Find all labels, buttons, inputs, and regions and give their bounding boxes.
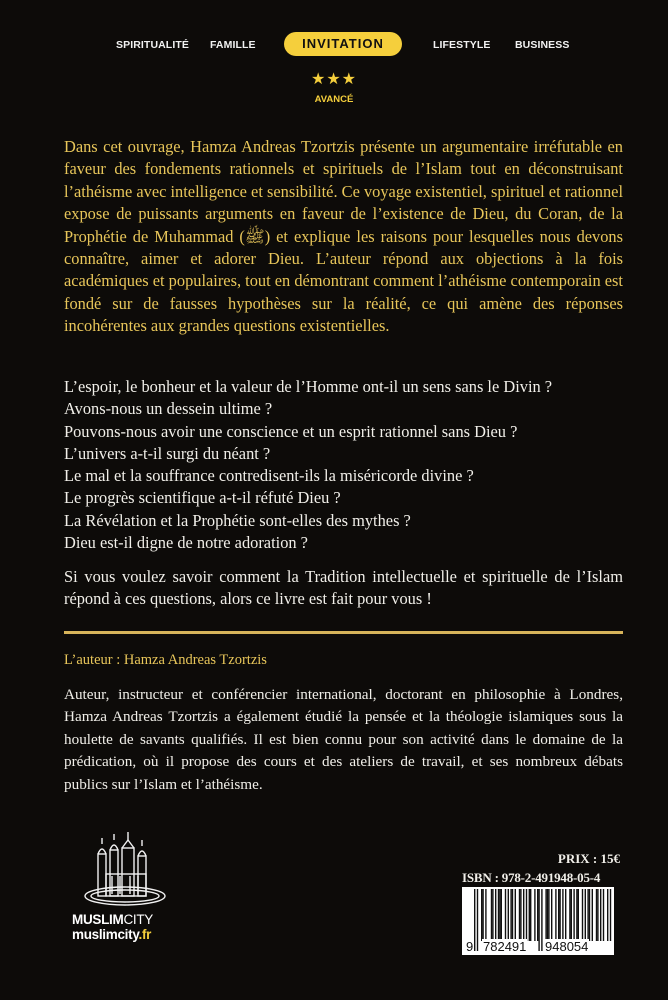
barcode-bar	[576, 889, 577, 941]
barcode-bar	[589, 889, 590, 941]
barcode-bar	[498, 889, 499, 941]
barcode-bar	[477, 889, 478, 951]
intro-paragraph: Dans cet ouvrage, Hamza Andreas Tzortzis présente un argumentaire irréfutable en faveur des fondements rationnels et spirituels de l’Islam tout en déconstruisant l’athéisme avec intelligence et sensibilité. Ce voyage existentiel, spirituel et rationnel expose de puissants arguments en faveur de l’existence de Dieu, du Coran, de la Prophétie de Muhammad (ﷺ) et explique les raisons pour lesquelles nous devons connaître, aimer et adorer Dieu. L’auteur répond aux objections à la fois académiques et populaires, tout en démontrant comment l’athéisme contemporain est fondé sur de fausses hypothèses sur la réalité, ce qui amène des réponses incohérentes aux grandes questions existentielles.	[64, 137, 624, 336]
barcode-bar	[607, 889, 608, 941]
barcode-bar	[505, 889, 506, 941]
barcode-bar	[481, 889, 482, 941]
barcode-bar	[485, 889, 486, 941]
price-label: PRIX : 15€	[557, 851, 620, 866]
barcode-bar	[495, 889, 496, 941]
question-item: Avons-nous un dessein ultime ?	[64, 399, 273, 419]
barcode-bar	[526, 889, 527, 941]
brand-light: CITY	[123, 912, 154, 927]
barcode-bar	[610, 889, 611, 941]
barcode-bar	[603, 889, 604, 941]
barcode-left-group: 782491	[483, 939, 527, 954]
barcode-bar	[541, 889, 542, 951]
isbn-label: ISBN : 978-2-491948-05-4	[462, 870, 601, 885]
barcode-bar	[562, 889, 563, 941]
nav-item-famille[interactable]: FAMILLE	[210, 39, 256, 51]
category-nav	[0, 32, 668, 58]
barcode-bar	[548, 889, 549, 941]
barcode-bar	[558, 889, 559, 941]
barcode-bar	[519, 889, 520, 941]
barcode-bar	[534, 889, 535, 941]
barcode-bar	[578, 889, 579, 941]
barcode-right-group: 948054	[545, 939, 589, 954]
barcode-bar	[565, 889, 566, 941]
barcode-bar	[547, 889, 548, 941]
question-item: L’univers a-t-il surgi du néant ?	[64, 443, 271, 463]
barcode-bar	[573, 889, 574, 941]
website-link[interactable]	[72, 927, 182, 942]
barcode-bar	[501, 889, 502, 941]
publisher-logo	[72, 830, 182, 942]
mosque-city-icon	[80, 830, 170, 910]
level-label: AVANCÉ	[314, 94, 354, 105]
barcode-bar	[600, 889, 601, 941]
barcode-bar	[530, 889, 531, 941]
nav-item-spiritualite[interactable]: SPIRITUALITÉ	[116, 39, 189, 51]
barcode-bar	[491, 889, 492, 941]
barcode-bar	[482, 889, 483, 941]
nav-item-business[interactable]: BUSINESS	[515, 39, 570, 51]
barcode-bar	[587, 889, 588, 941]
questions-list	[64, 376, 623, 554]
barcode-bar	[508, 889, 509, 941]
question-item: L’espoir, le bonheur et la valeur de l’Homme ont-il un sens sans le Divin ?	[64, 377, 553, 396]
question-item: Pouvons-nous avoir une conscience et un esprit rationnel sans Dieu ?	[64, 421, 518, 441]
brand-bold: MUSLIM	[72, 912, 124, 927]
gold-divider	[64, 631, 623, 634]
barcode-bar	[569, 889, 570, 941]
star-rating-icon: ★★★	[310, 69, 358, 88]
barcode-bar	[499, 889, 500, 941]
nav-item-lifestyle[interactable]: LIFESTYLE	[433, 39, 491, 51]
barcode-bar	[585, 889, 586, 941]
barcode-first-digit: 9	[466, 939, 474, 954]
barcode-bar	[559, 889, 560, 941]
barcode-bar	[492, 889, 493, 941]
barcode-bar	[596, 889, 597, 941]
barcode-bar	[537, 889, 538, 941]
barcode-bar	[510, 889, 511, 941]
barcode-bar	[545, 889, 546, 941]
barcode-bar	[515, 889, 516, 941]
barcode-bar	[592, 889, 593, 941]
barcode-bar	[571, 889, 572, 941]
brand-wordmark	[72, 912, 182, 927]
conclusion-paragraph: Si vous voulez savoir comment la Tradition intellectuelle et spirituelle de l’Islam répond à ces questions, alors ce livre est fait pour vous !	[64, 567, 623, 609]
barcode-bar	[538, 889, 539, 951]
barcode-bar	[512, 889, 513, 941]
question-item: La Révélation et la Prophétie sont-elles des mythes ?	[64, 510, 411, 530]
question-item: Le mal et la souffrance contredisent-ils la miséricorde divine ?	[64, 466, 474, 486]
barcode-bar	[551, 889, 552, 941]
barcode-bar	[520, 889, 521, 941]
question-item: Dieu est-il digne de notre adoration ?	[64, 533, 308, 553]
site-name: muslimcity	[72, 927, 139, 942]
author-bio: Auteur, instructeur et conférencier international, doctorant en philosophie à Londres, Hamza Andreas Tzortzis a également étudié la pensée et la théologie islamiques sous la houlette de savants qualifiés. Il est bien connu pour son activité dans le domaine de la prédication, où il propose des cours et des ateliers de travail, et ses nombreux débats publics sur l’Islam et l’athéisme.	[64, 686, 623, 793]
site-tld: .fr	[138, 927, 152, 942]
barcode	[462, 887, 614, 955]
barcode-bar	[523, 889, 524, 941]
barcode-bar	[529, 889, 530, 941]
barcode-bar	[597, 889, 598, 941]
question-item: Le progrès scientifique a-t-il réfuté Dieu ?	[64, 488, 341, 508]
nav-item-invitation-active[interactable]: INVITATION	[284, 32, 402, 56]
barcode-bar	[555, 889, 556, 941]
author-heading: L’auteur : Hamza Andreas Tzortzis	[64, 652, 267, 668]
barcode-bar	[582, 889, 583, 941]
